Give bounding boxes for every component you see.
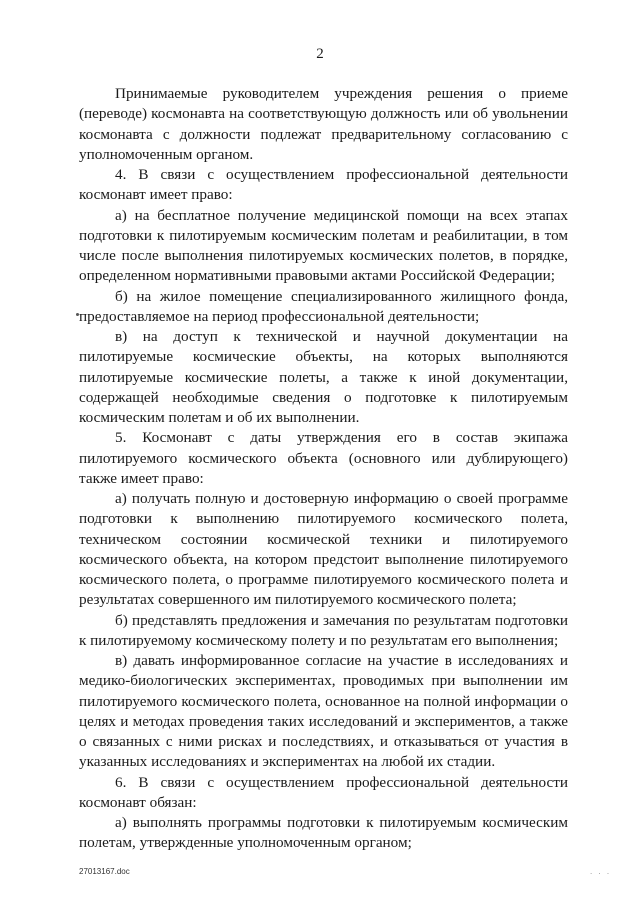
- page-number: 2: [316, 46, 324, 62]
- paragraph-item-6: 6. В связи с осуществлением профессиональной деятельности космонавт обязан:: [79, 773, 568, 811]
- paragraph-item-6a: а) выполнять программы подготовки к пилотируемым космическим полетам, утвержденные уполномоченным органом;: [79, 814, 568, 852]
- paragraph-item-4b: б) на жилое помещение специализированного жилищного фонда, предоставляемое на период профессиональной деятельности;: [79, 287, 568, 325]
- paragraph-approval: Принимаемые руководителем учреждения решения о приеме (переводе) космонавта на соответствующую должность или об увольнении космонавта с должности подлежат предварительному согласованию с уполномоченным органом.: [79, 85, 568, 163]
- paragraph-item-5: 5. Космонавт с даты утверждения его в состав экипажа пилотируемого космического объекта (основного или дублирующего) также имеет право:: [79, 429, 568, 487]
- paragraph-item-5b: б) представлять предложения и замечания по результатам подготовки к пилотируемому космическому полету и по результатам его выполнения;: [79, 611, 568, 649]
- paragraph-item-4: 4. В связи с осуществлением профессиональной деятельности космонавт имеет право:: [79, 166, 568, 204]
- footer-dots: . . .: [590, 867, 612, 876]
- paragraph-item-4v: в) на доступ к технической и научной документации на пилотируемые космические объекты, на которых выполняются пилотируемые космические полеты, а также к иной документации, содержащей необходимые сведения о подготовке к пилотируемым космическим полетам и об их выполнении.: [79, 328, 568, 426]
- paragraph-item-5a: а) получать полную и достоверную информацию о своей программе подготовки к выполнению пилотируемого космического полета, техническом состоянии космической техники и пилотируемого космического объекта, на котором предстоит выполнение пилотируемого космического полета, о программе пилотируемого космического полета и результатах совершенного им пилотируемого космического полета;: [79, 490, 568, 609]
- document-body: [79, 84, 568, 854]
- paragraph-item-5v: в) давать информированное согласие на участие в исследованиях и медико-биологических экспериментах, проводимых при выполнении им пилотируемого космического полета, основанное на полной информации о целях и методах проведения таких исследований и экспериментов, а также о связанных с ними рисках и последствиях, и отказываться от участия в указанных исследованиях и экспериментах на любой их стадии.: [79, 652, 568, 771]
- paragraph-item-4a: а) на бесплатное получение медицинской помощи на всех этапах подготовки к пилотируемым космическим полетам и реабилитации, в том числе после выполнения пилотируемых космических полетов, в порядке, определенном нормативными правовыми актами Российской Федерации;: [79, 206, 568, 285]
- footer-filename: 27013167.doc: [79, 867, 130, 876]
